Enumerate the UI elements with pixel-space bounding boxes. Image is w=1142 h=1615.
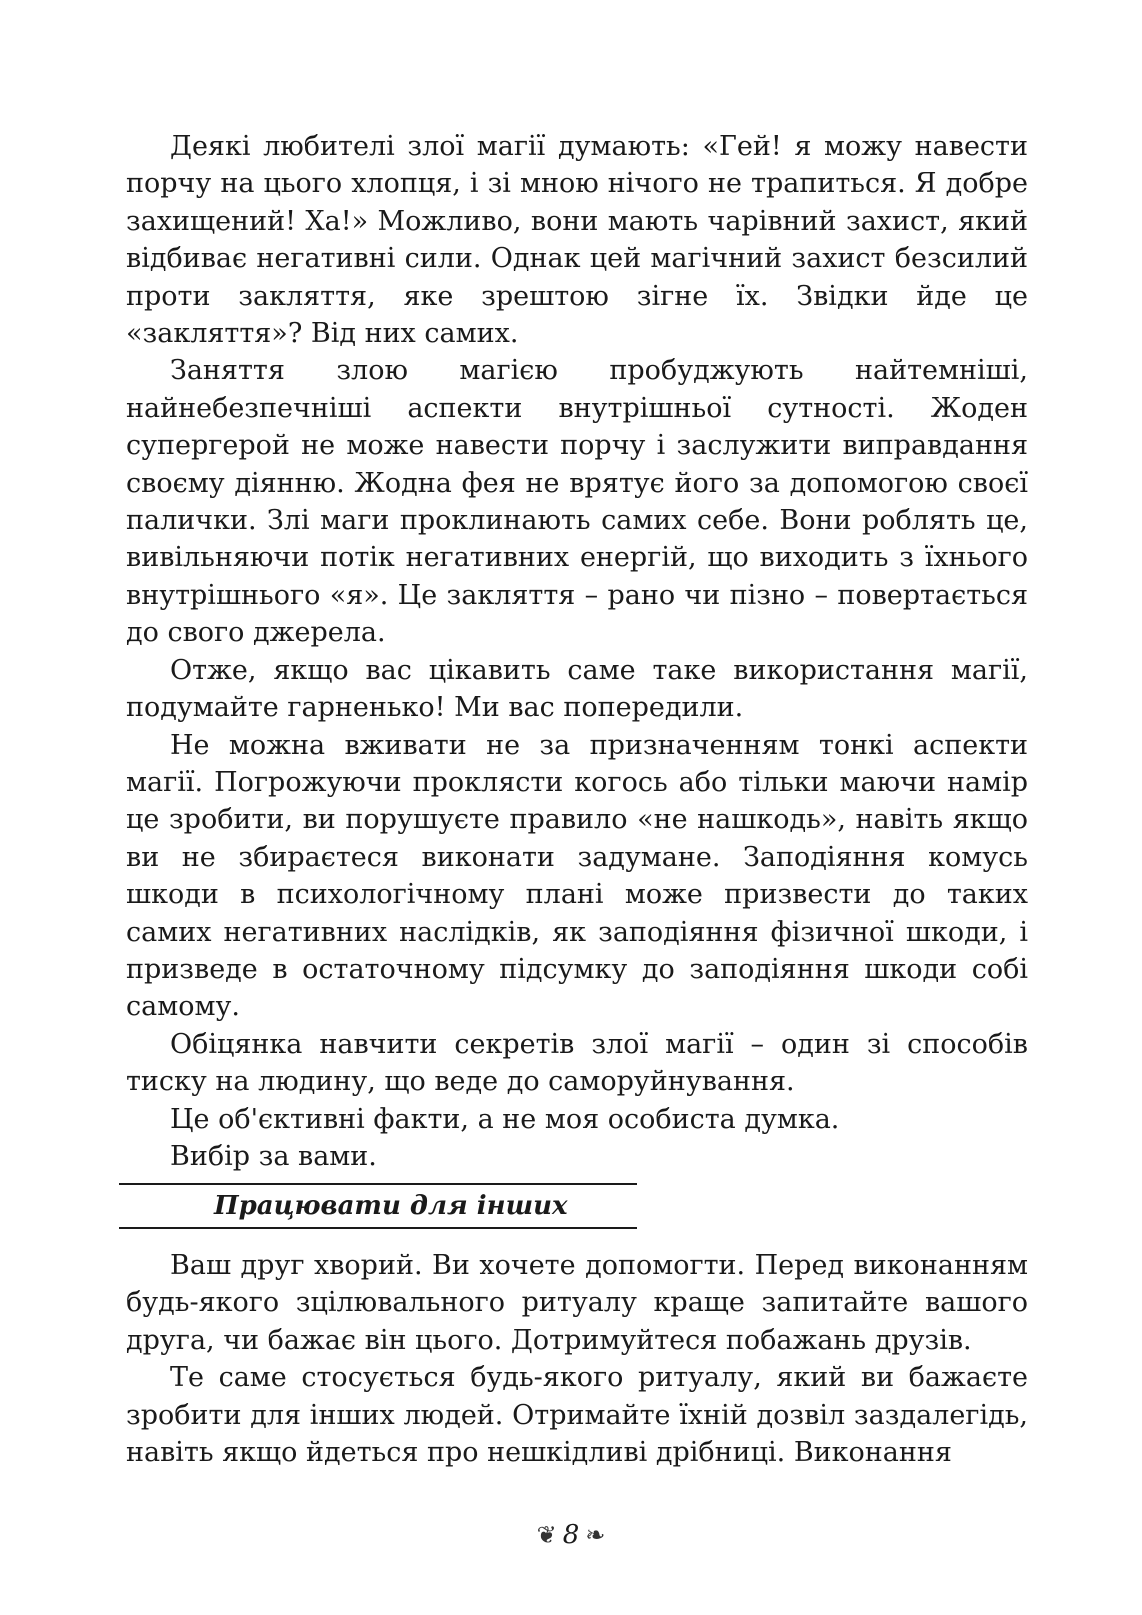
ornament-left-icon: ❦	[536, 1521, 557, 1549]
paragraph: Те саме стосується будь-якого ритуалу, який ви бажаєте зробити для інших людей. Отримайте їхній дозвіл заздалегідь, навіть якщо йдеться про нешкідливі дрібниці. Виконання	[126, 1362, 1028, 1469]
section-1-text	[126, 128, 1028, 1175]
section-heading: Працювати для інших	[214, 1191, 568, 1221]
section-heading-box	[119, 1183, 637, 1229]
page-footer	[0, 1520, 1142, 1550]
paragraph: Ваш друг хворий. Ви хочете допомогти. Перед виконанням будь-якого зцілювального ритуалу краще запитайте вашого друга, чи бажає він цього. Дотримуйтеся побажань друзів.	[126, 1250, 1028, 1356]
paragraph: Вибір за вами.	[170, 1140, 377, 1172]
paragraph: Отже, якщо вас цікавить саме таке використання магії, подумайте гарненько! Ми вас попередили.	[126, 654, 1028, 724]
section-2-text	[126, 1247, 1028, 1471]
paragraph: Це об'єктивні факти, а не моя особиста думка.	[170, 1103, 840, 1135]
paragraph: Деякі любителі злої магії думають: «Гей! я можу навести порчу на цього хлопця, і зі мною нічого не трапиться. Я добре захищений! Ха!» Можливо, вони мають чарівний захист, який відбиває негативні сили. Однак цей магічний захист безсилий проти закляття, яке зрештою зігне їх. Звідки йде це «закляття»? Від них самих.	[126, 131, 1028, 350]
paragraph: Обіцянка навчити секретів злої магії – один зі способів тиску на людину, що веде до саморуйнування.	[126, 1028, 1028, 1098]
paragraph: Заняття злою магією пробуджують найтемніші, найнебезпечніші аспекти внутрішньої сутності. Жоден супергерой не може навести порчу і заслужити виправдання своєму діянню. Жодна фея не врятує його за допомогою своєї палички. Злі маги проклинають самих себе. Вони роблять це, вивільняючи потік негативних енергій, що виходить з їхнього внутрішнього «я». Це закляття – рано чи пізно – повертається до свого джерела.	[126, 355, 1028, 649]
paragraph: Не можна вживати не за призначенням тонкі аспекти магії. Погрожуючи проклясти когось або тільки маючи намір це зробити, ви порушуєте правило «не нашкодь», навіть якщо ви не збираєтеся виконати задумане. Заподіяння комусь шкоди в психологічному плані може призвести до таких самих негативних наслідків, як заподіяння фізичної шкоди, і призведе в остаточному підсумку до заподіяння шкоди собі самому.	[126, 729, 1028, 1023]
page-number: 8	[562, 1520, 580, 1550]
ornament-right-icon: ❧	[585, 1521, 606, 1549]
